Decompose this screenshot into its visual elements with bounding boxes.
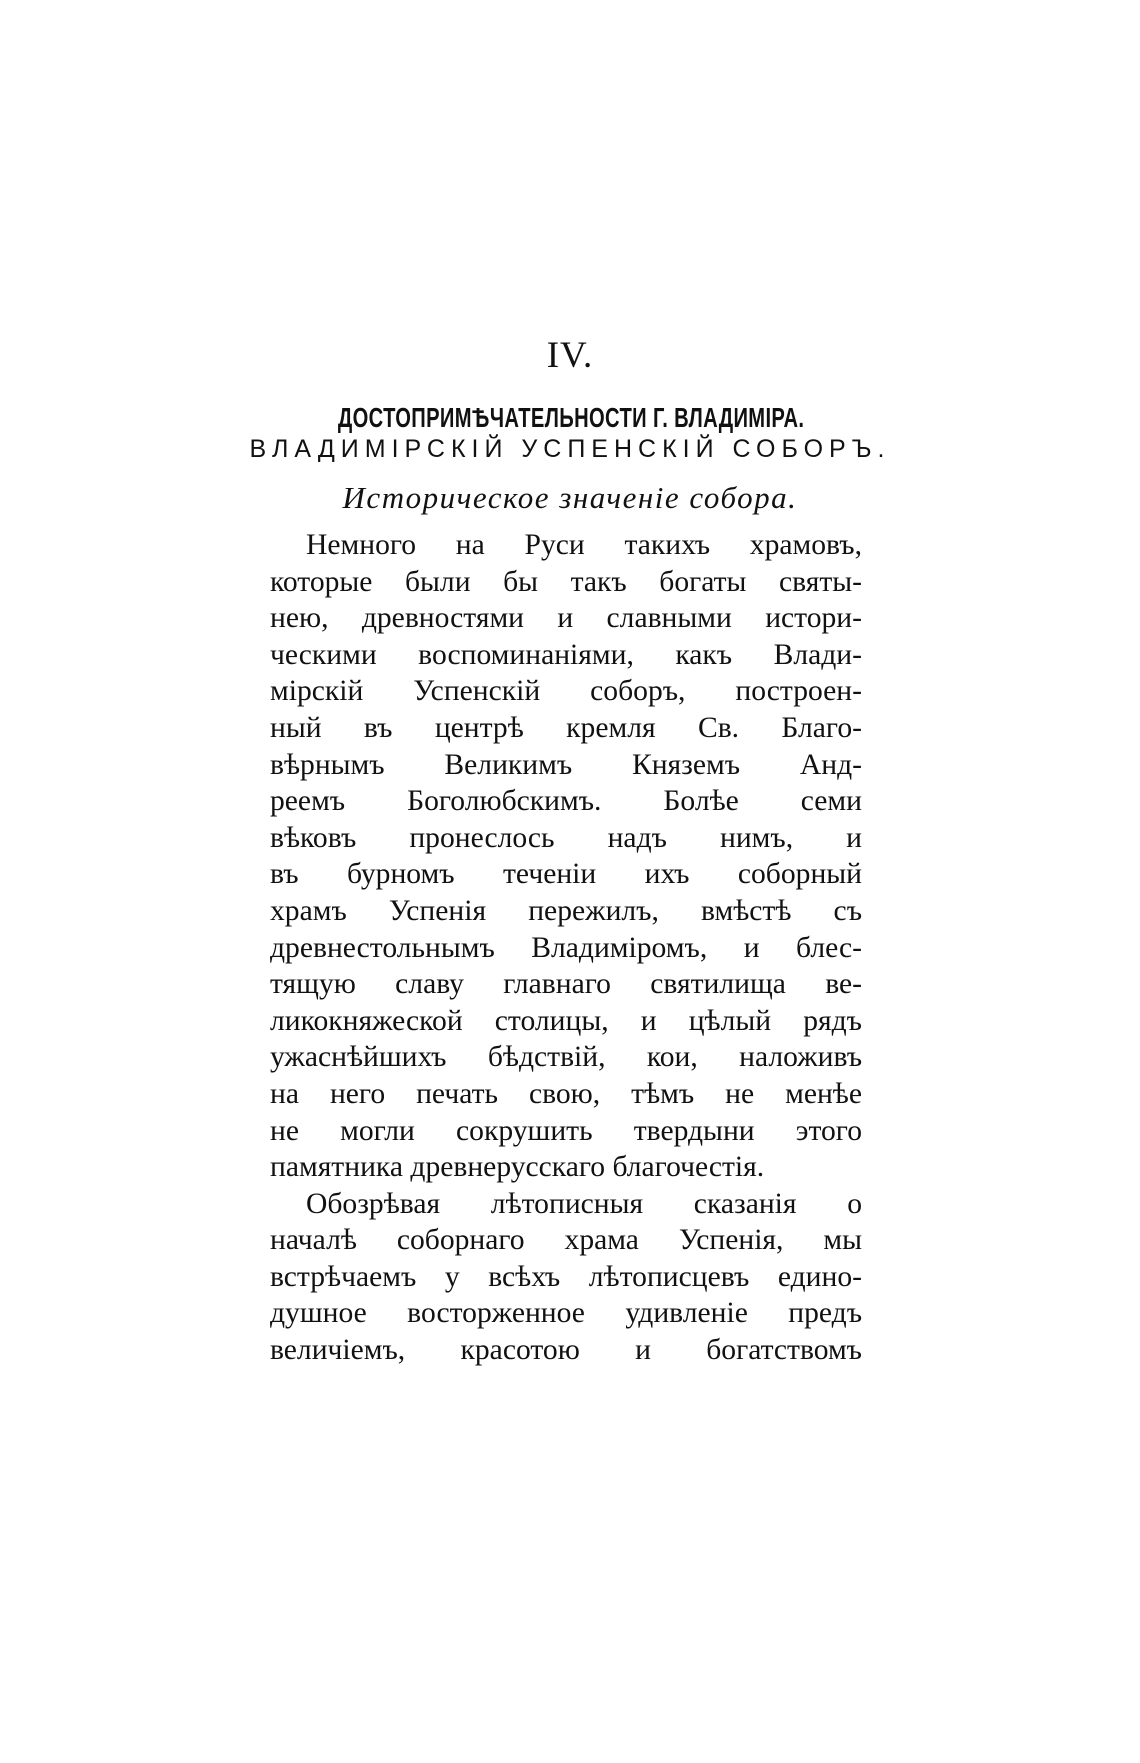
text-line: не могли сокрушить твердыни этого	[270, 1114, 862, 1147]
body-text	[270, 527, 862, 1369]
text-line: тящую славу главнаго святилища ве-	[270, 968, 862, 1001]
text-line: душное восторженное удивленiе предъ	[270, 1297, 862, 1330]
text-line: нею, древностями и славными истори-	[270, 602, 862, 635]
paragraph	[270, 1186, 862, 1369]
text-line: ческими воспоминанiями, какъ Влади-	[270, 638, 862, 671]
text-line: ный въ центрѣ кремля Св. Благо-	[270, 711, 862, 744]
text-line: встрѣчаемъ у всѣхъ лѣтописцевъ едино-	[270, 1260, 862, 1293]
text-line: древнестольнымъ Владимiромъ, и блес-	[270, 931, 862, 964]
text-line: мiрскiй Успенскiй соборъ, построен-	[270, 675, 862, 708]
text-line: на него печать свою, тѣмъ не менѣе	[270, 1077, 862, 1110]
text-line: Немного на Руси такихъ храмовъ,	[306, 529, 862, 561]
text-line: вѣрнымъ Великимъ Княземъ Анд-	[270, 748, 862, 781]
text-line: ликокняжеской столицы, и цѣлый рядъ	[270, 1004, 862, 1037]
text-line: храмъ Успенiя пережилъ, вмѣстѣ съ	[270, 894, 862, 927]
text-line: въ бурномъ теченiи ихъ соборный	[270, 858, 862, 891]
text-line: реемъ Боголюбскимъ. Болѣе семи	[270, 785, 862, 818]
text-line: которые были бы такъ богаты святы-	[270, 565, 862, 598]
text-line: памятника древнерусскаго благочестiя.	[270, 1151, 765, 1184]
subsection-heading: ВЛАДИМIРСКIЙ УСПЕНСКIЙ СОБОРЪ.	[249, 435, 891, 463]
text-line: величiемъ, красотою и богатствомъ	[270, 1334, 862, 1367]
text-line: вѣковъ пронеслось надъ нимъ, и	[270, 821, 862, 854]
chapter-number: IV.	[546, 335, 594, 376]
section-heading: ДОСТОПРИМѢЧАТЕЛЬНОСТИ Г. ВЛАДИМIРА.	[337, 402, 805, 433]
text-line: ужаснѣйшихъ бѣдствiй, кои, наложивъ	[270, 1041, 862, 1074]
topic-heading: Историческое значенiе собора.	[342, 480, 798, 515]
text-line: Обозрѣвая лѣтописныя сказанiя о	[306, 1187, 862, 1220]
text-line: началѣ соборнаго храма Успенiя, мы	[270, 1224, 862, 1257]
paragraph	[270, 527, 862, 1186]
